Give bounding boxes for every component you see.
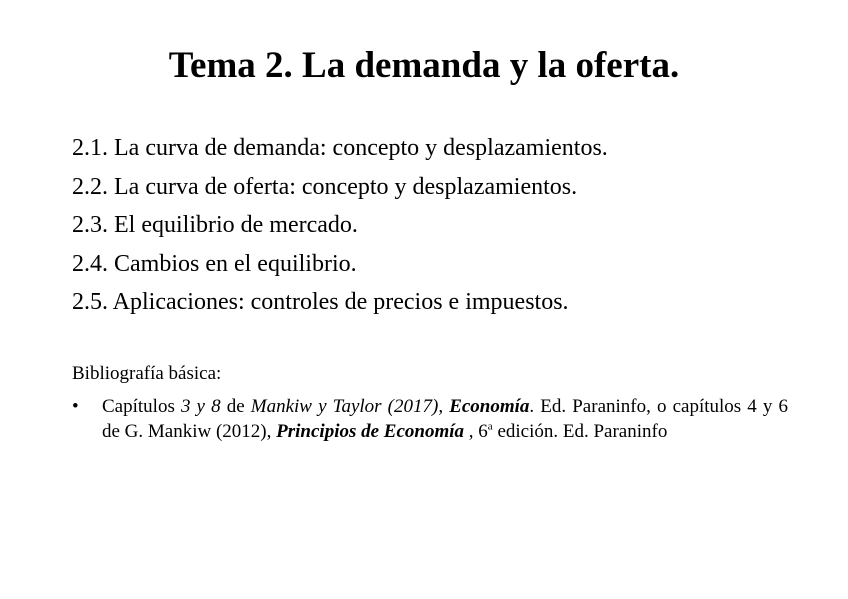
page-title: Tema 2. La demanda y la oferta. xyxy=(168,45,680,86)
bibliography-list xyxy=(72,394,788,444)
text-segment: de xyxy=(220,396,251,417)
chapters-reference: 3 y 8 xyxy=(180,396,221,417)
topic-item-2-2: 2.2. La curva de oferta: concepto y desplazamientos. xyxy=(72,173,578,200)
text-segment: edición. Ed. Paraninfo xyxy=(492,421,668,442)
topic-item-2-3: 2.3. El equilibrio de mercado. xyxy=(72,212,358,238)
authors-reference: Mankiw y Taylor (2017), xyxy=(250,396,444,417)
topic-list xyxy=(72,129,608,322)
topic-item-2-5: 2.5. Aplicaciones: controles de precios e impuestos. xyxy=(72,289,569,315)
bibliography-heading: Bibliografía básica: xyxy=(72,363,222,384)
text-segment: . Ed. Paraninfo, o capítulos 4 y 6 de G. Mankiw (2012), xyxy=(102,396,788,442)
book-title-principios: Principios de Economía xyxy=(276,421,465,442)
text-segment: Capítulos xyxy=(102,396,181,417)
topic-item-2-4: 2.4. Cambios en el equilibrio. xyxy=(72,250,357,277)
text-segment: , 6 xyxy=(464,421,488,442)
topic-item-2-1: 2.1. La curva de demanda: concepto y desplazamientos. xyxy=(72,135,608,161)
bullet-icon: • xyxy=(72,396,79,417)
edition-superscript: a xyxy=(487,420,493,433)
bibliography-item xyxy=(72,394,788,444)
book-title-economia: Economía xyxy=(449,396,530,417)
